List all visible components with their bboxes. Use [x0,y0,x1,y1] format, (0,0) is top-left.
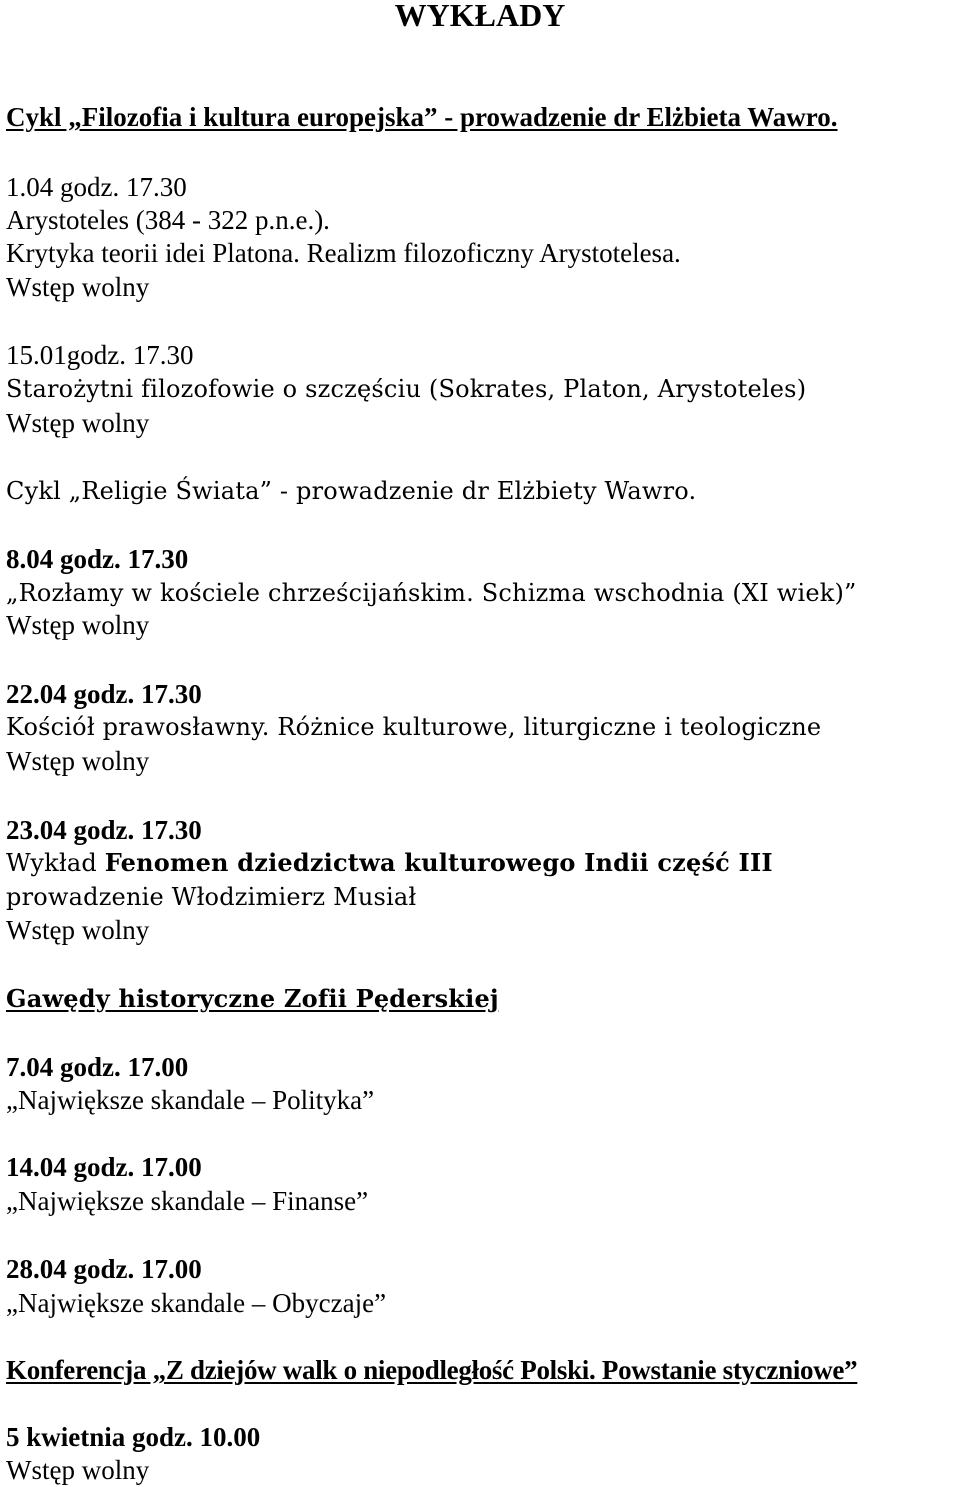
lecture-topic: Arystoteles (384 - 322 p.n.e.). [6,205,330,235]
lecture-entry: Wstęp wolny [6,746,150,776]
lecture-topic: „Rozłamy w kościele chrześcijańskim. Schizma wschodnia (XI wiek)” [6,579,857,607]
lecture-title-line [6,846,773,880]
lecture-topic: Starożytni filozofowie o szczęściu (Sokrates, Platon, Arystoteles) [6,375,807,403]
cycle-heading-religions: Cykl „Religie Świata” - prowadzenie dr Elżbiety Wawro. [6,477,697,505]
lecture-presenter: prowadzenie Włodzimierz Musiał [6,883,417,911]
lecture-date: 28.04 godz. 17.00 [6,1254,202,1284]
conference-entry: Wstęp wolny [6,1455,150,1485]
lecture-topic: „Największe skandale – Finanse” [6,1186,369,1216]
lecture-date: 23.04 godz. 17.30 [6,815,202,845]
lecture-date: 22.04 godz. 17.30 [6,679,202,709]
lecture-entry: Wstęp wolny [6,610,150,640]
lecture-date: 7.04 godz. 17.00 [6,1052,189,1082]
lecture-date: 15.01godz. 17.30 [6,340,194,370]
cycle-heading-tales: Gawędy historyczne Zofii Pęderskiej [6,984,499,1013]
conference-date: 5 kwietnia godz. 10.00 [6,1422,261,1452]
lecture-date: 8.04 godz. 17.30 [6,544,189,574]
lecture-topic: Kościół prawosławny. Różnice kulturowe, liturgiczne i teologiczne [6,713,822,741]
lecture-date: 1.04 godz. 17.30 [6,172,187,202]
conference-heading: Konferencja „Z dziejów walk o niepodległość Polski. Powstanie styczniowe” [6,1355,858,1385]
lecture-entry: Wstęp wolny [6,408,150,438]
lecture-date: 14.04 godz. 17.00 [6,1152,202,1182]
lecture-topic: „Największe skandale – Obyczaje” [6,1288,387,1318]
lecture-bold-title: Fenomen dziedzictwa kulturowego Indii część III [104,848,773,877]
cycle-heading-philosophy: Cykl „Filozofia i kultura europejska” - prowadzenie dr Elżbieta Wawro. [6,102,838,132]
lecture-topic: „Największe skandale – Polityka” [6,1085,375,1115]
lecture-topic: Krytyka teorii idei Platona. Realizm filozoficzny Arystotelesa. [6,238,681,268]
lecture-entry: Wstęp wolny [6,915,150,945]
page-title: WYKŁADY [394,0,566,33]
lecture-prefix: Wykład [6,849,105,877]
lecture-entry: Wstęp wolny [6,272,150,302]
